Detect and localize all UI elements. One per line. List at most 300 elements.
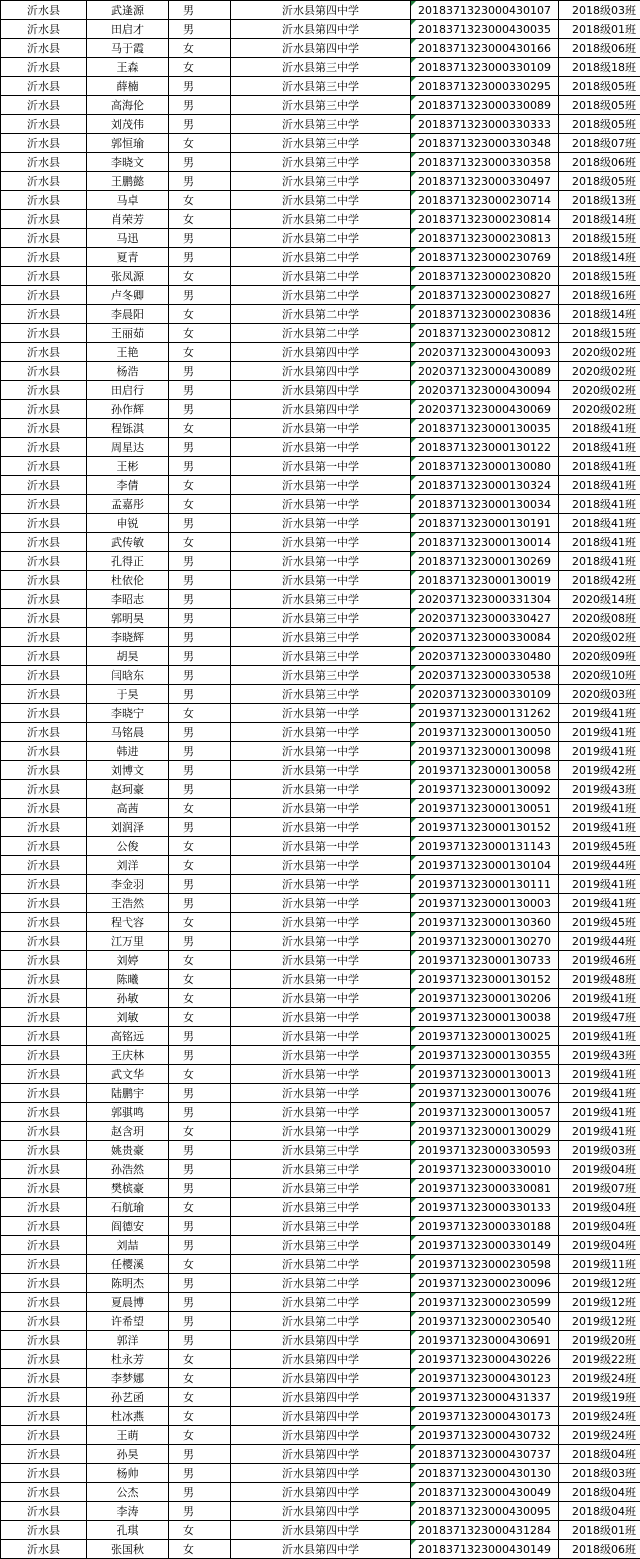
- county-cell: 沂水县: [1, 1540, 87, 1559]
- county-cell: 沂水县: [1, 1103, 87, 1122]
- gender-cell: 男: [169, 381, 231, 400]
- student-id-cell: 2019371323000430226: [411, 1350, 559, 1369]
- class-cell: 2019级41班: [559, 894, 640, 913]
- table-row: [1, 20, 640, 39]
- school-cell: 沂水县第一中学: [231, 419, 411, 438]
- table-row: [1, 1407, 640, 1426]
- name-cell: 马迅: [87, 229, 169, 248]
- class-cell: 2018级05班: [559, 96, 640, 115]
- name-cell: 李涛: [87, 1502, 169, 1521]
- table-row: [1, 571, 640, 590]
- table-row: [1, 438, 640, 457]
- gender-cell: 女: [169, 970, 231, 989]
- county-cell: 沂水县: [1, 970, 87, 989]
- county-cell: 沂水县: [1, 96, 87, 115]
- school-cell: 沂水县第一中学: [231, 1027, 411, 1046]
- name-cell: 李晓文: [87, 153, 169, 172]
- student-id-cell: 2018371323000230769: [411, 248, 559, 267]
- gender-cell: 男: [169, 875, 231, 894]
- county-cell: 沂水县: [1, 1293, 87, 1312]
- class-cell: 2019级03班: [559, 1141, 640, 1160]
- student-id-cell: 2019371323000131143: [411, 837, 559, 856]
- gender-cell: 男: [169, 1141, 231, 1160]
- student-id-cell: 2018371323000230812: [411, 324, 559, 343]
- student-id-cell: 2018371323000430149: [411, 1540, 559, 1559]
- name-cell: 张凤源: [87, 267, 169, 286]
- class-cell: 2018级05班: [559, 77, 640, 96]
- class-cell: 2018级41班: [559, 495, 640, 514]
- name-cell: 赵珂豪: [87, 780, 169, 799]
- class-cell: 2020级03班: [559, 685, 640, 704]
- school-cell: 沂水县第四中学: [231, 1331, 411, 1350]
- school-cell: 沂水县第三中学: [231, 647, 411, 666]
- name-cell: 孙作辉: [87, 400, 169, 419]
- student-id-cell: 2018371323000330358: [411, 153, 559, 172]
- class-cell: 2018级41班: [559, 514, 640, 533]
- school-cell: 沂水县第四中学: [231, 1426, 411, 1445]
- county-cell: 沂水县: [1, 191, 87, 210]
- table-row: [1, 799, 640, 818]
- school-cell: 沂水县第四中学: [231, 1445, 411, 1464]
- class-cell: 2018级03班: [559, 1464, 640, 1483]
- student-id-cell: 2019371323000330593: [411, 1141, 559, 1160]
- student-id-cell: 2018371323000330109: [411, 58, 559, 77]
- name-cell: 刘婷: [87, 951, 169, 970]
- gender-cell: 女: [169, 1407, 231, 1426]
- table-row: [1, 1179, 640, 1198]
- school-cell: 沂水县第一中学: [231, 989, 411, 1008]
- gender-cell: 男: [169, 1483, 231, 1502]
- class-cell: 2018级13班: [559, 191, 640, 210]
- name-cell: 周星达: [87, 438, 169, 457]
- student-id-cell: 2019371323000130111: [411, 875, 559, 894]
- name-cell: 杨帅: [87, 1464, 169, 1483]
- county-cell: 沂水县: [1, 1160, 87, 1179]
- county-cell: 沂水县: [1, 1426, 87, 1445]
- gender-cell: 女: [169, 1521, 231, 1540]
- table-row: [1, 1445, 640, 1464]
- school-cell: 沂水县第一中学: [231, 1103, 411, 1122]
- name-cell: 赵含玥: [87, 1122, 169, 1141]
- table-row: [1, 172, 640, 191]
- name-cell: 于昊: [87, 685, 169, 704]
- gender-cell: 女: [169, 1198, 231, 1217]
- student-id-cell: 2018371323000430107: [411, 1, 559, 20]
- table-row: [1, 1464, 640, 1483]
- gender-cell: 男: [169, 153, 231, 172]
- county-cell: 沂水县: [1, 628, 87, 647]
- school-cell: 沂水县第三中学: [231, 628, 411, 647]
- name-cell: 张国秋: [87, 1540, 169, 1559]
- name-cell: 孔得正: [87, 552, 169, 571]
- class-cell: 2019级04班: [559, 1217, 640, 1236]
- school-cell: 沂水县第三中学: [231, 1141, 411, 1160]
- class-cell: 2018级01班: [559, 1521, 640, 1540]
- table-row: [1, 951, 640, 970]
- name-cell: 高茜: [87, 799, 169, 818]
- table-row: [1, 1483, 640, 1502]
- class-cell: 2018级06班: [559, 39, 640, 58]
- gender-cell: 男: [169, 590, 231, 609]
- table-row: [1, 1312, 640, 1331]
- county-cell: 沂水县: [1, 913, 87, 932]
- county-cell: 沂水县: [1, 1274, 87, 1293]
- class-cell: 2020级02班: [559, 400, 640, 419]
- student-id-cell: 2019371323000130076: [411, 1084, 559, 1103]
- county-cell: 沂水县: [1, 571, 87, 590]
- student-id-cell: 2018371323000430130: [411, 1464, 559, 1483]
- class-cell: 2020级10班: [559, 666, 640, 685]
- student-id-cell: 2019371323000230599: [411, 1293, 559, 1312]
- county-cell: 沂水县: [1, 799, 87, 818]
- gender-cell: 男: [169, 1084, 231, 1103]
- name-cell: 王萌: [87, 1426, 169, 1445]
- table-row: [1, 39, 640, 58]
- name-cell: 公杰: [87, 1483, 169, 1502]
- gender-cell: 男: [169, 1312, 231, 1331]
- county-cell: 沂水县: [1, 1084, 87, 1103]
- school-cell: 沂水县第四中学: [231, 20, 411, 39]
- class-cell: 2019级04班: [559, 1160, 640, 1179]
- school-cell: 沂水县第三中学: [231, 1236, 411, 1255]
- school-cell: 沂水县第四中学: [231, 1369, 411, 1388]
- student-id-cell: 2019371323000130152: [411, 970, 559, 989]
- table-row: [1, 1217, 640, 1236]
- county-cell: 沂水县: [1, 39, 87, 58]
- student-id-cell: 2018371323000230714: [411, 191, 559, 210]
- name-cell: 王庆林: [87, 1046, 169, 1065]
- table-row: [1, 1388, 640, 1407]
- name-cell: 武传敏: [87, 533, 169, 552]
- table-row: [1, 761, 640, 780]
- class-cell: 2019级04班: [559, 1198, 640, 1217]
- school-cell: 沂水县第一中学: [231, 761, 411, 780]
- student-id-cell: 2018371323000230827: [411, 286, 559, 305]
- name-cell: 阎德安: [87, 1217, 169, 1236]
- gender-cell: 女: [169, 58, 231, 77]
- student-id-cell: 2018371323000130035: [411, 419, 559, 438]
- table-row: [1, 1141, 640, 1160]
- gender-cell: 女: [169, 419, 231, 438]
- class-cell: 2018级03班: [559, 1, 640, 20]
- gender-cell: 男: [169, 248, 231, 267]
- name-cell: 李晓辉: [87, 628, 169, 647]
- gender-cell: 男: [169, 647, 231, 666]
- county-cell: 沂水县: [1, 1407, 87, 1426]
- class-cell: 2020级08班: [559, 609, 640, 628]
- student-id-cell: 2020371323000330109: [411, 685, 559, 704]
- gender-cell: 女: [169, 210, 231, 229]
- county-cell: 沂水县: [1, 666, 87, 685]
- gender-cell: 男: [169, 362, 231, 381]
- class-cell: 2019级47班: [559, 1008, 640, 1027]
- county-cell: 沂水县: [1, 58, 87, 77]
- table-row: [1, 286, 640, 305]
- gender-cell: 女: [169, 1426, 231, 1445]
- school-cell: 沂水县第一中学: [231, 495, 411, 514]
- name-cell: 孙艺函: [87, 1388, 169, 1407]
- student-id-cell: 2019371323000130057: [411, 1103, 559, 1122]
- gender-cell: 男: [169, 115, 231, 134]
- name-cell: 薛楠: [87, 77, 169, 96]
- county-cell: 沂水县: [1, 495, 87, 514]
- school-cell: 沂水县第三中学: [231, 58, 411, 77]
- school-cell: 沂水县第三中学: [231, 115, 411, 134]
- table-row: [1, 210, 640, 229]
- class-cell: 2020级14班: [559, 590, 640, 609]
- gender-cell: 男: [169, 96, 231, 115]
- class-cell: 2019级43班: [559, 780, 640, 799]
- county-cell: 沂水县: [1, 419, 87, 438]
- county-cell: 沂水县: [1, 856, 87, 875]
- table-row: [1, 856, 640, 875]
- gender-cell: 男: [169, 780, 231, 799]
- school-cell: 沂水县第三中学: [231, 590, 411, 609]
- table-row: [1, 932, 640, 951]
- student-id-cell: 2019371323000130058: [411, 761, 559, 780]
- county-cell: 沂水县: [1, 1027, 87, 1046]
- county-cell: 沂水县: [1, 1236, 87, 1255]
- school-cell: 沂水县第一中学: [231, 723, 411, 742]
- county-cell: 沂水县: [1, 533, 87, 552]
- school-cell: 沂水县第三中学: [231, 609, 411, 628]
- student-id-cell: 2019371323000130733: [411, 951, 559, 970]
- name-cell: 刘茂伟: [87, 115, 169, 134]
- class-cell: 2018级04班: [559, 1445, 640, 1464]
- school-cell: 沂水县第四中学: [231, 1350, 411, 1369]
- county-cell: 沂水县: [1, 514, 87, 533]
- county-cell: 沂水县: [1, 324, 87, 343]
- school-cell: 沂水县第四中学: [231, 1, 411, 20]
- roster-body: [1, 1, 640, 1559]
- county-cell: 沂水县: [1, 1369, 87, 1388]
- class-cell: 2019级20班: [559, 1331, 640, 1350]
- school-cell: 沂水县第二中学: [231, 248, 411, 267]
- class-cell: 2020级02班: [559, 362, 640, 381]
- class-cell: 2019级41班: [559, 742, 640, 761]
- student-id-cell: 2018371323000431284: [411, 1521, 559, 1540]
- student-id-cell: 2019371323000130104: [411, 856, 559, 875]
- gender-cell: 男: [169, 761, 231, 780]
- name-cell: 任樱溪: [87, 1255, 169, 1274]
- class-cell: 2018级06班: [559, 1540, 640, 1559]
- student-id-cell: 2019371323000330081: [411, 1179, 559, 1198]
- table-row: [1, 875, 640, 894]
- gender-cell: 女: [169, 343, 231, 362]
- student-id-cell: 2018371323000430166: [411, 39, 559, 58]
- school-cell: 沂水县第三中学: [231, 1198, 411, 1217]
- school-cell: 沂水县第四中学: [231, 1407, 411, 1426]
- student-id-cell: 2018371323000430049: [411, 1483, 559, 1502]
- class-cell: 2019级44班: [559, 856, 640, 875]
- student-id-cell: 2019371323000330133: [411, 1198, 559, 1217]
- gender-cell: 男: [169, 1046, 231, 1065]
- gender-cell: 男: [169, 1236, 231, 1255]
- name-cell: 卢冬卿: [87, 286, 169, 305]
- student-id-cell: 2020371323000330480: [411, 647, 559, 666]
- school-cell: 沂水县第三中学: [231, 685, 411, 704]
- class-cell: 2019级41班: [559, 818, 640, 837]
- school-cell: 沂水县第三中学: [231, 1179, 411, 1198]
- name-cell: 王森: [87, 58, 169, 77]
- county-cell: 沂水县: [1, 1179, 87, 1198]
- county-cell: 沂水县: [1, 647, 87, 666]
- gender-cell: 女: [169, 704, 231, 723]
- table-row: [1, 134, 640, 153]
- table-row: [1, 1540, 640, 1559]
- gender-cell: 男: [169, 1293, 231, 1312]
- county-cell: 沂水县: [1, 875, 87, 894]
- school-cell: 沂水县第二中学: [231, 286, 411, 305]
- gender-cell: 男: [169, 628, 231, 647]
- school-cell: 沂水县第四中学: [231, 381, 411, 400]
- school-cell: 沂水县第四中学: [231, 362, 411, 381]
- school-cell: 沂水县第一中学: [231, 742, 411, 761]
- name-cell: 郭恒瑜: [87, 134, 169, 153]
- name-cell: 王丽茹: [87, 324, 169, 343]
- student-id-cell: 2019371323000130206: [411, 989, 559, 1008]
- county-cell: 沂水县: [1, 1141, 87, 1160]
- county-cell: 沂水县: [1, 1445, 87, 1464]
- school-cell: 沂水县第三中学: [231, 96, 411, 115]
- student-id-cell: 2018371323000130122: [411, 438, 559, 457]
- gender-cell: 男: [169, 552, 231, 571]
- county-cell: 沂水县: [1, 1350, 87, 1369]
- table-row: [1, 913, 640, 932]
- school-cell: 沂水县第一中学: [231, 704, 411, 723]
- student-id-cell: 2019371323000130360: [411, 913, 559, 932]
- school-cell: 沂水县第一中学: [231, 552, 411, 571]
- class-cell: 2020级02班: [559, 381, 640, 400]
- gender-cell: 男: [169, 229, 231, 248]
- student-id-cell: 2019371323000330188: [411, 1217, 559, 1236]
- name-cell: 刘喆: [87, 1236, 169, 1255]
- name-cell: 李金羽: [87, 875, 169, 894]
- gender-cell: 女: [169, 951, 231, 970]
- student-id-cell: 2018371323000230820: [411, 267, 559, 286]
- school-cell: 沂水县第一中学: [231, 514, 411, 533]
- county-cell: 沂水县: [1, 248, 87, 267]
- student-id-cell: 2019371323000430173: [411, 1407, 559, 1426]
- table-row: [1, 495, 640, 514]
- gender-cell: 男: [169, 742, 231, 761]
- gender-cell: 女: [169, 1255, 231, 1274]
- county-cell: 沂水县: [1, 723, 87, 742]
- name-cell: 李晨阳: [87, 305, 169, 324]
- class-cell: 2019级41班: [559, 1122, 640, 1141]
- student-id-cell: 2019371323000130050: [411, 723, 559, 742]
- county-cell: 沂水县: [1, 1331, 87, 1350]
- gender-cell: 女: [169, 533, 231, 552]
- class-cell: 2018级14班: [559, 210, 640, 229]
- school-cell: 沂水县第二中学: [231, 1312, 411, 1331]
- school-cell: 沂水县第四中学: [231, 39, 411, 58]
- table-row: [1, 704, 640, 723]
- school-cell: 沂水县第三中学: [231, 1217, 411, 1236]
- student-id-cell: 2018371323000130080: [411, 457, 559, 476]
- student-id-cell: 2020371323000331304: [411, 590, 559, 609]
- name-cell: 夏晨博: [87, 1293, 169, 1312]
- school-cell: 沂水县第一中学: [231, 799, 411, 818]
- gender-cell: 女: [169, 799, 231, 818]
- student-id-cell: 2018371323000330497: [411, 172, 559, 191]
- class-cell: 2018级18班: [559, 58, 640, 77]
- gender-cell: 男: [169, 286, 231, 305]
- name-cell: 高海伦: [87, 96, 169, 115]
- school-cell: 沂水县第四中学: [231, 1464, 411, 1483]
- student-id-cell: 2018371323000430035: [411, 20, 559, 39]
- class-cell: 2019级22班: [559, 1350, 640, 1369]
- school-cell: 沂水县第二中学: [231, 210, 411, 229]
- table-row: [1, 818, 640, 837]
- student-id-cell: 2019371323000430123: [411, 1369, 559, 1388]
- student-id-cell: 2018371323000330089: [411, 96, 559, 115]
- school-cell: 沂水县第一中学: [231, 780, 411, 799]
- gender-cell: 女: [169, 267, 231, 286]
- table-row: [1, 1502, 640, 1521]
- name-cell: 申锐: [87, 514, 169, 533]
- student-id-cell: 2020371323000330538: [411, 666, 559, 685]
- name-cell: 程弋容: [87, 913, 169, 932]
- class-cell: 2018级05班: [559, 172, 640, 191]
- student-id-cell: 2018371323000230836: [411, 305, 559, 324]
- class-cell: 2018级16班: [559, 286, 640, 305]
- school-cell: 沂水县第三中学: [231, 1160, 411, 1179]
- student-id-cell: 2019371323000330010: [411, 1160, 559, 1179]
- student-id-cell: 2018371323000130269: [411, 552, 559, 571]
- table-row: [1, 77, 640, 96]
- table-row: [1, 1027, 640, 1046]
- class-cell: 2020级02班: [559, 343, 640, 362]
- name-cell: 郭洋: [87, 1331, 169, 1350]
- gender-cell: 男: [169, 1445, 231, 1464]
- gender-cell: 女: [169, 1388, 231, 1407]
- school-cell: 沂水县第二中学: [231, 324, 411, 343]
- table-row: [1, 115, 640, 134]
- table-row: [1, 685, 640, 704]
- student-id-cell: 2020371323000430069: [411, 400, 559, 419]
- county-cell: 沂水县: [1, 1312, 87, 1331]
- school-cell: 沂水县第一中学: [231, 438, 411, 457]
- county-cell: 沂水县: [1, 1217, 87, 1236]
- gender-cell: 女: [169, 324, 231, 343]
- class-cell: 2018级06班: [559, 153, 640, 172]
- table-row: [1, 153, 640, 172]
- school-cell: 沂水县第四中学: [231, 1502, 411, 1521]
- table-row: [1, 894, 640, 913]
- name-cell: 李晓宁: [87, 704, 169, 723]
- gender-cell: 男: [169, 457, 231, 476]
- school-cell: 沂水县第一中学: [231, 818, 411, 837]
- county-cell: 沂水县: [1, 818, 87, 837]
- class-cell: 2019级43班: [559, 1046, 640, 1065]
- name-cell: 陆鹏宇: [87, 1084, 169, 1103]
- class-cell: 2019级45班: [559, 913, 640, 932]
- name-cell: 孟嘉彤: [87, 495, 169, 514]
- class-cell: 2018级42班: [559, 571, 640, 590]
- table-row: [1, 419, 640, 438]
- school-cell: 沂水县第一中学: [231, 856, 411, 875]
- name-cell: 杜永芳: [87, 1350, 169, 1369]
- gender-cell: 女: [169, 1350, 231, 1369]
- gender-cell: 男: [169, 514, 231, 533]
- class-cell: 2018级41班: [559, 533, 640, 552]
- class-cell: 2018级14班: [559, 305, 640, 324]
- name-cell: 武文华: [87, 1065, 169, 1084]
- gender-cell: 男: [169, 685, 231, 704]
- county-cell: 沂水县: [1, 134, 87, 153]
- table-row: [1, 1331, 640, 1350]
